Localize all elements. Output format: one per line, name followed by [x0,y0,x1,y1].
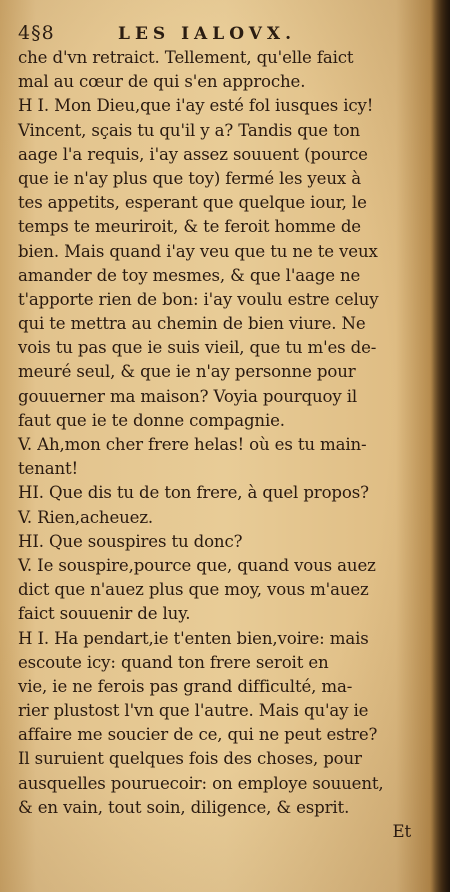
running-title: LES IALOVX. [118,24,297,44]
text-line: vois tu pas que ie suis vieil, que tu m'es de- [18,338,377,358]
text-line: que ie n'ay plus que toy) fermé les yeux à [18,168,361,188]
text-line: HI. Que souspires tu donc? [18,531,243,551]
text-line: affaire me soucier de ce, qui ne peut estre? [18,725,378,745]
text-line: V. Rien,acheuez. [18,507,154,527]
text-line: Il suruient quelques fois des choses, pour [18,749,362,769]
text-line: qui te mettra au chemin de bien viure. Ne [18,314,366,334]
text-line: mal au cœur de qui s'en approche. [18,72,306,92]
catchword: Et [392,822,411,841]
text-line: bien. Mais quand i'ay veu que tu ne te veux [18,241,378,261]
text-line: temps te meuriroit, & te feroit homme de [18,217,361,237]
text-line: tes appetits, esperant que quelque iour, le [18,193,367,213]
text-line: rier plustost l'vn que l'autre. Mais qu'ay ie [18,701,369,721]
text-line: HI. Que dis tu de ton frere, à quel propos? [18,483,369,503]
book-spine-shadow [430,0,450,892]
text-line: faut que ie te donne compagnie. [18,410,285,430]
text-line: t'apporte rien de bon: i'ay voulu estre celuy [18,289,379,309]
text-line: che d'vn retraict. Tellement, qu'elle faict [18,48,354,67]
text-line: H I. Mon Dieu,que i'ay esté fol iusques icy! [18,96,374,116]
text-line: ausquelles pouruecoir: on employe souuent, [18,773,384,793]
text-line: & en vain, tout soin, diligence, & esprit. [18,797,350,817]
text-line: meuré seul, & que ie n'ay personne pour [18,362,356,382]
text-line: V. Ah,mon cher frere helas! où es tu main- [18,435,367,454]
text-line: aage l'a requis, i'ay assez souuent (pource [18,144,368,164]
text-line: tenant! [18,459,79,479]
text-line: dict que n'auez plus que moy, vous m'auez [18,580,369,600]
text-block [18,46,413,844]
text-line: amander de toy mesmes, & que l'aage ne [18,265,361,285]
text-line: gouuerner ma maison? Voyia pourquoy il [18,386,358,406]
text-line: vie, ie ne ferois pas grand difficulté, ma- [18,676,353,696]
text-line: V. Ie souspire,pource que, quand vous auez [18,555,376,575]
text-line: faict souuenir de luy. [18,604,191,624]
text-line: H I. Ha pendart,ie t'enten bien,voire: mais [18,628,369,648]
text-line: Vincent, sçais tu qu'il y a? Tandis que ton [18,120,360,140]
text-line: escoute icy: quand ton frere seroit en [18,652,329,672]
page-number: 4§8 [18,22,55,44]
